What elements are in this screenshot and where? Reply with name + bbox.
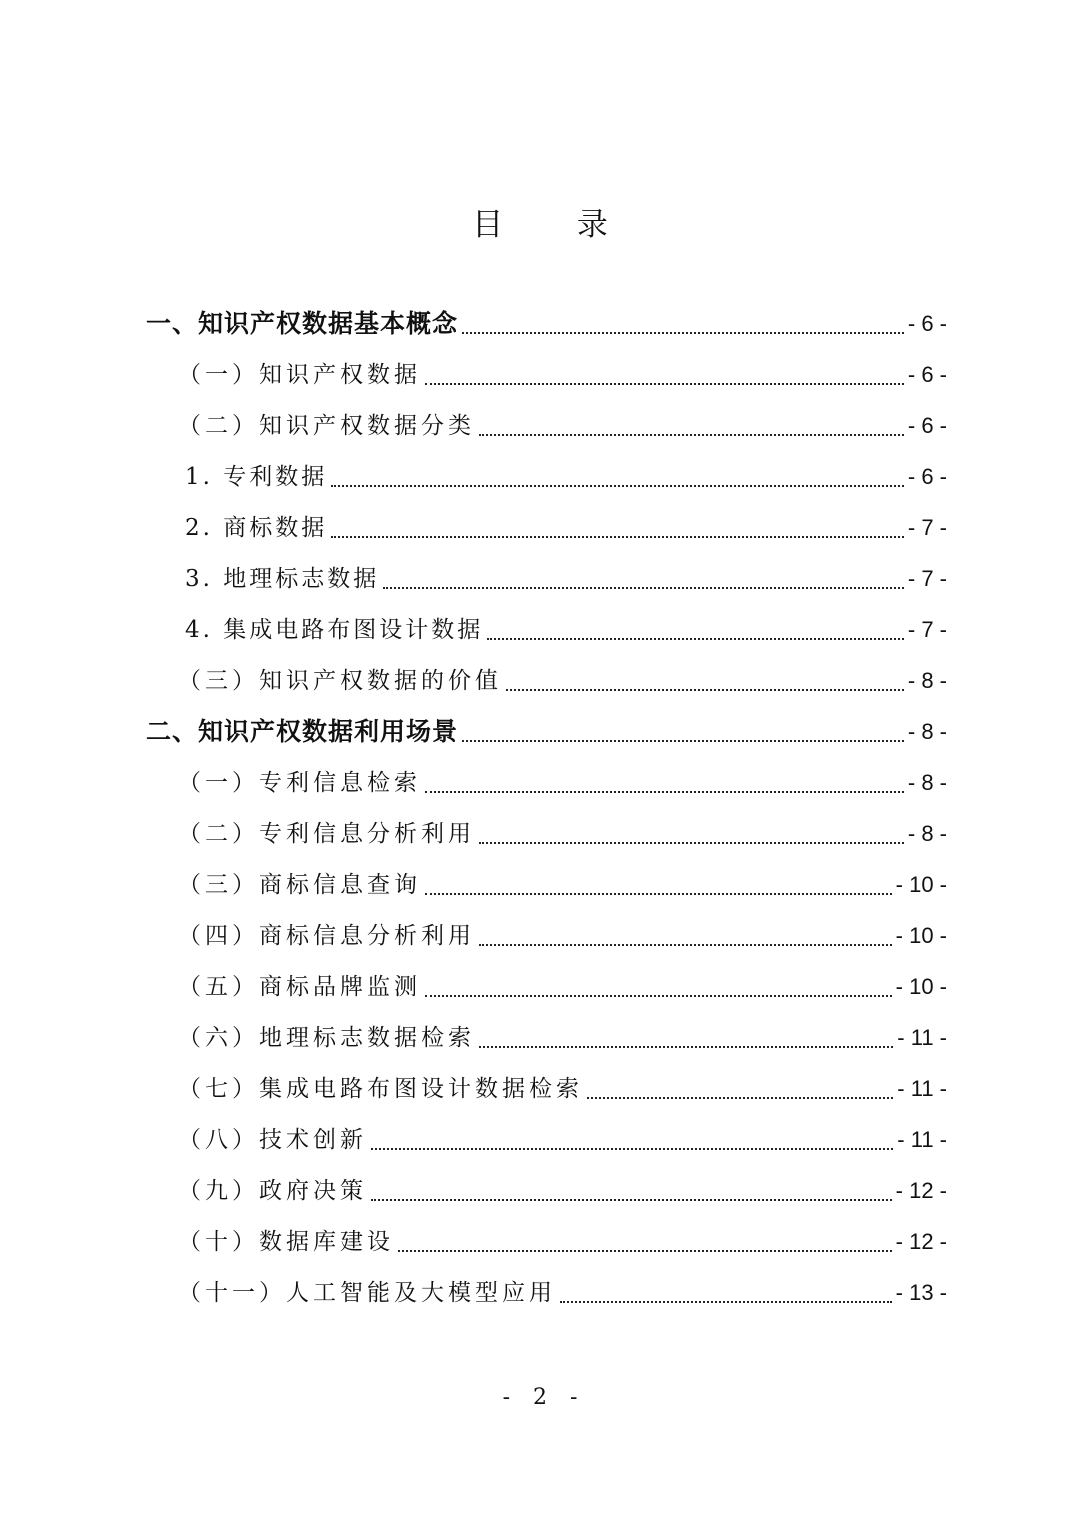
- toc-entry[interactable]: [178, 355, 947, 395]
- toc-entry[interactable]: [185, 610, 947, 650]
- toc-dot-leader: [425, 995, 892, 997]
- toc-entry-label: （四）商标信息分析利用: [178, 923, 475, 949]
- toc-entry-label: （八）技术创新: [178, 1127, 367, 1153]
- toc-entry[interactable]: [185, 508, 947, 548]
- toc-dot-leader: [331, 485, 904, 487]
- toc-dot-leader: [560, 1301, 892, 1303]
- toc-entry[interactable]: [178, 1222, 947, 1262]
- toc-entry-page: - 11 -: [897, 1025, 947, 1050]
- toc-entry[interactable]: [146, 712, 947, 752]
- toc-entry-label: 3. 地理标志数据: [185, 566, 380, 592]
- toc-entry-label: （一）专利信息检索: [178, 770, 421, 796]
- toc-entry-label: （六）地理标志数据检索: [178, 1025, 475, 1051]
- toc-entry-label: 1. 专利数据: [185, 464, 328, 490]
- toc-entry[interactable]: [185, 457, 947, 497]
- toc-dot-leader: [479, 944, 892, 946]
- toc-entry-page: - 11 -: [897, 1127, 947, 1152]
- toc-dot-leader: [371, 1199, 892, 1201]
- toc-title: 目 录: [472, 207, 640, 243]
- toc-entry-label: （二）知识产权数据分类: [178, 413, 475, 439]
- toc-entry-label: 2. 商标数据: [185, 515, 328, 541]
- toc-dot-leader: [383, 587, 904, 589]
- toc-entry-label: 二、知识产权数据利用场景: [146, 717, 459, 746]
- toc-entry[interactable]: [178, 967, 947, 1007]
- toc-dot-leader: [479, 1046, 893, 1048]
- toc-dot-leader: [587, 1097, 893, 1099]
- toc-entry-page: - 13 -: [895, 1280, 947, 1305]
- toc-dot-leader: [371, 1148, 893, 1150]
- toc-entry-page: - 6 -: [907, 413, 947, 438]
- toc-dot-leader: [462, 332, 904, 334]
- toc-entry-page: - 10 -: [895, 872, 947, 897]
- toc-entry[interactable]: [178, 1018, 947, 1058]
- toc-entry[interactable]: [178, 1273, 947, 1313]
- toc-entry-label: （五）商标品牌监测: [178, 974, 421, 1000]
- toc-entry[interactable]: [178, 1171, 947, 1211]
- toc-entry-page: - 8 -: [907, 668, 947, 693]
- toc-dot-leader: [398, 1250, 892, 1252]
- toc-entry-page: - 10 -: [895, 974, 947, 999]
- toc-entry-page: - 10 -: [895, 923, 947, 948]
- toc-dot-leader: [462, 740, 904, 742]
- toc-entry[interactable]: [185, 559, 947, 599]
- toc-entry-page: - 7 -: [907, 515, 947, 540]
- toc-entry[interactable]: [146, 304, 947, 344]
- toc-entry-label: （九）政府决策: [178, 1178, 367, 1204]
- toc-entry-page: - 12 -: [895, 1229, 947, 1254]
- toc-dot-leader: [479, 842, 904, 844]
- toc-entry[interactable]: [178, 763, 947, 803]
- toc-entry-label: （十）数据库建设: [178, 1229, 394, 1255]
- toc-entry-page: - 8 -: [907, 719, 947, 744]
- toc-entry-label: （三）知识产权数据的价值: [178, 668, 502, 694]
- toc-dot-leader: [479, 434, 904, 436]
- toc-entry[interactable]: [178, 814, 947, 854]
- toc-entry-page: - 7 -: [907, 617, 947, 642]
- toc-entry[interactable]: [178, 1120, 947, 1160]
- toc-dot-leader: [506, 689, 904, 691]
- toc-dot-leader: [425, 791, 904, 793]
- page-number: - 2 -: [502, 1385, 586, 1410]
- toc-entry-page: - 12 -: [895, 1178, 947, 1203]
- toc-entry-label: （七）集成电路布图设计数据检索: [178, 1076, 583, 1102]
- toc-entry-page: - 7 -: [907, 566, 947, 591]
- toc-dot-leader: [425, 383, 904, 385]
- toc-dot-leader: [487, 638, 904, 640]
- toc-entry-page: - 6 -: [907, 464, 947, 489]
- toc-entry-page: - 8 -: [907, 770, 947, 795]
- toc-entry-label: （十一）人工智能及大模型应用: [178, 1280, 556, 1306]
- toc-entry-page: - 6 -: [907, 362, 947, 387]
- toc-entry-label: （一）知识产权数据: [178, 362, 421, 388]
- toc-entry[interactable]: [178, 916, 947, 956]
- toc-entry[interactable]: [178, 661, 947, 701]
- toc-entry[interactable]: [178, 865, 947, 905]
- toc-entry-page: - 11 -: [897, 1076, 947, 1101]
- toc-entry[interactable]: [178, 406, 947, 446]
- toc-dot-leader: [331, 536, 904, 538]
- toc-entry-label: （三）商标信息查询: [178, 872, 421, 898]
- toc-entry-label: 4. 集成电路布图设计数据: [185, 617, 484, 643]
- toc-entry-label: （二）专利信息分析利用: [178, 821, 475, 847]
- toc-entry-page: - 8 -: [907, 821, 947, 846]
- toc-entry-label: 一、知识产权数据基本概念: [146, 309, 459, 338]
- toc-entry-page: - 6 -: [907, 311, 947, 336]
- toc-dot-leader: [425, 893, 892, 895]
- toc-entry[interactable]: [178, 1069, 947, 1109]
